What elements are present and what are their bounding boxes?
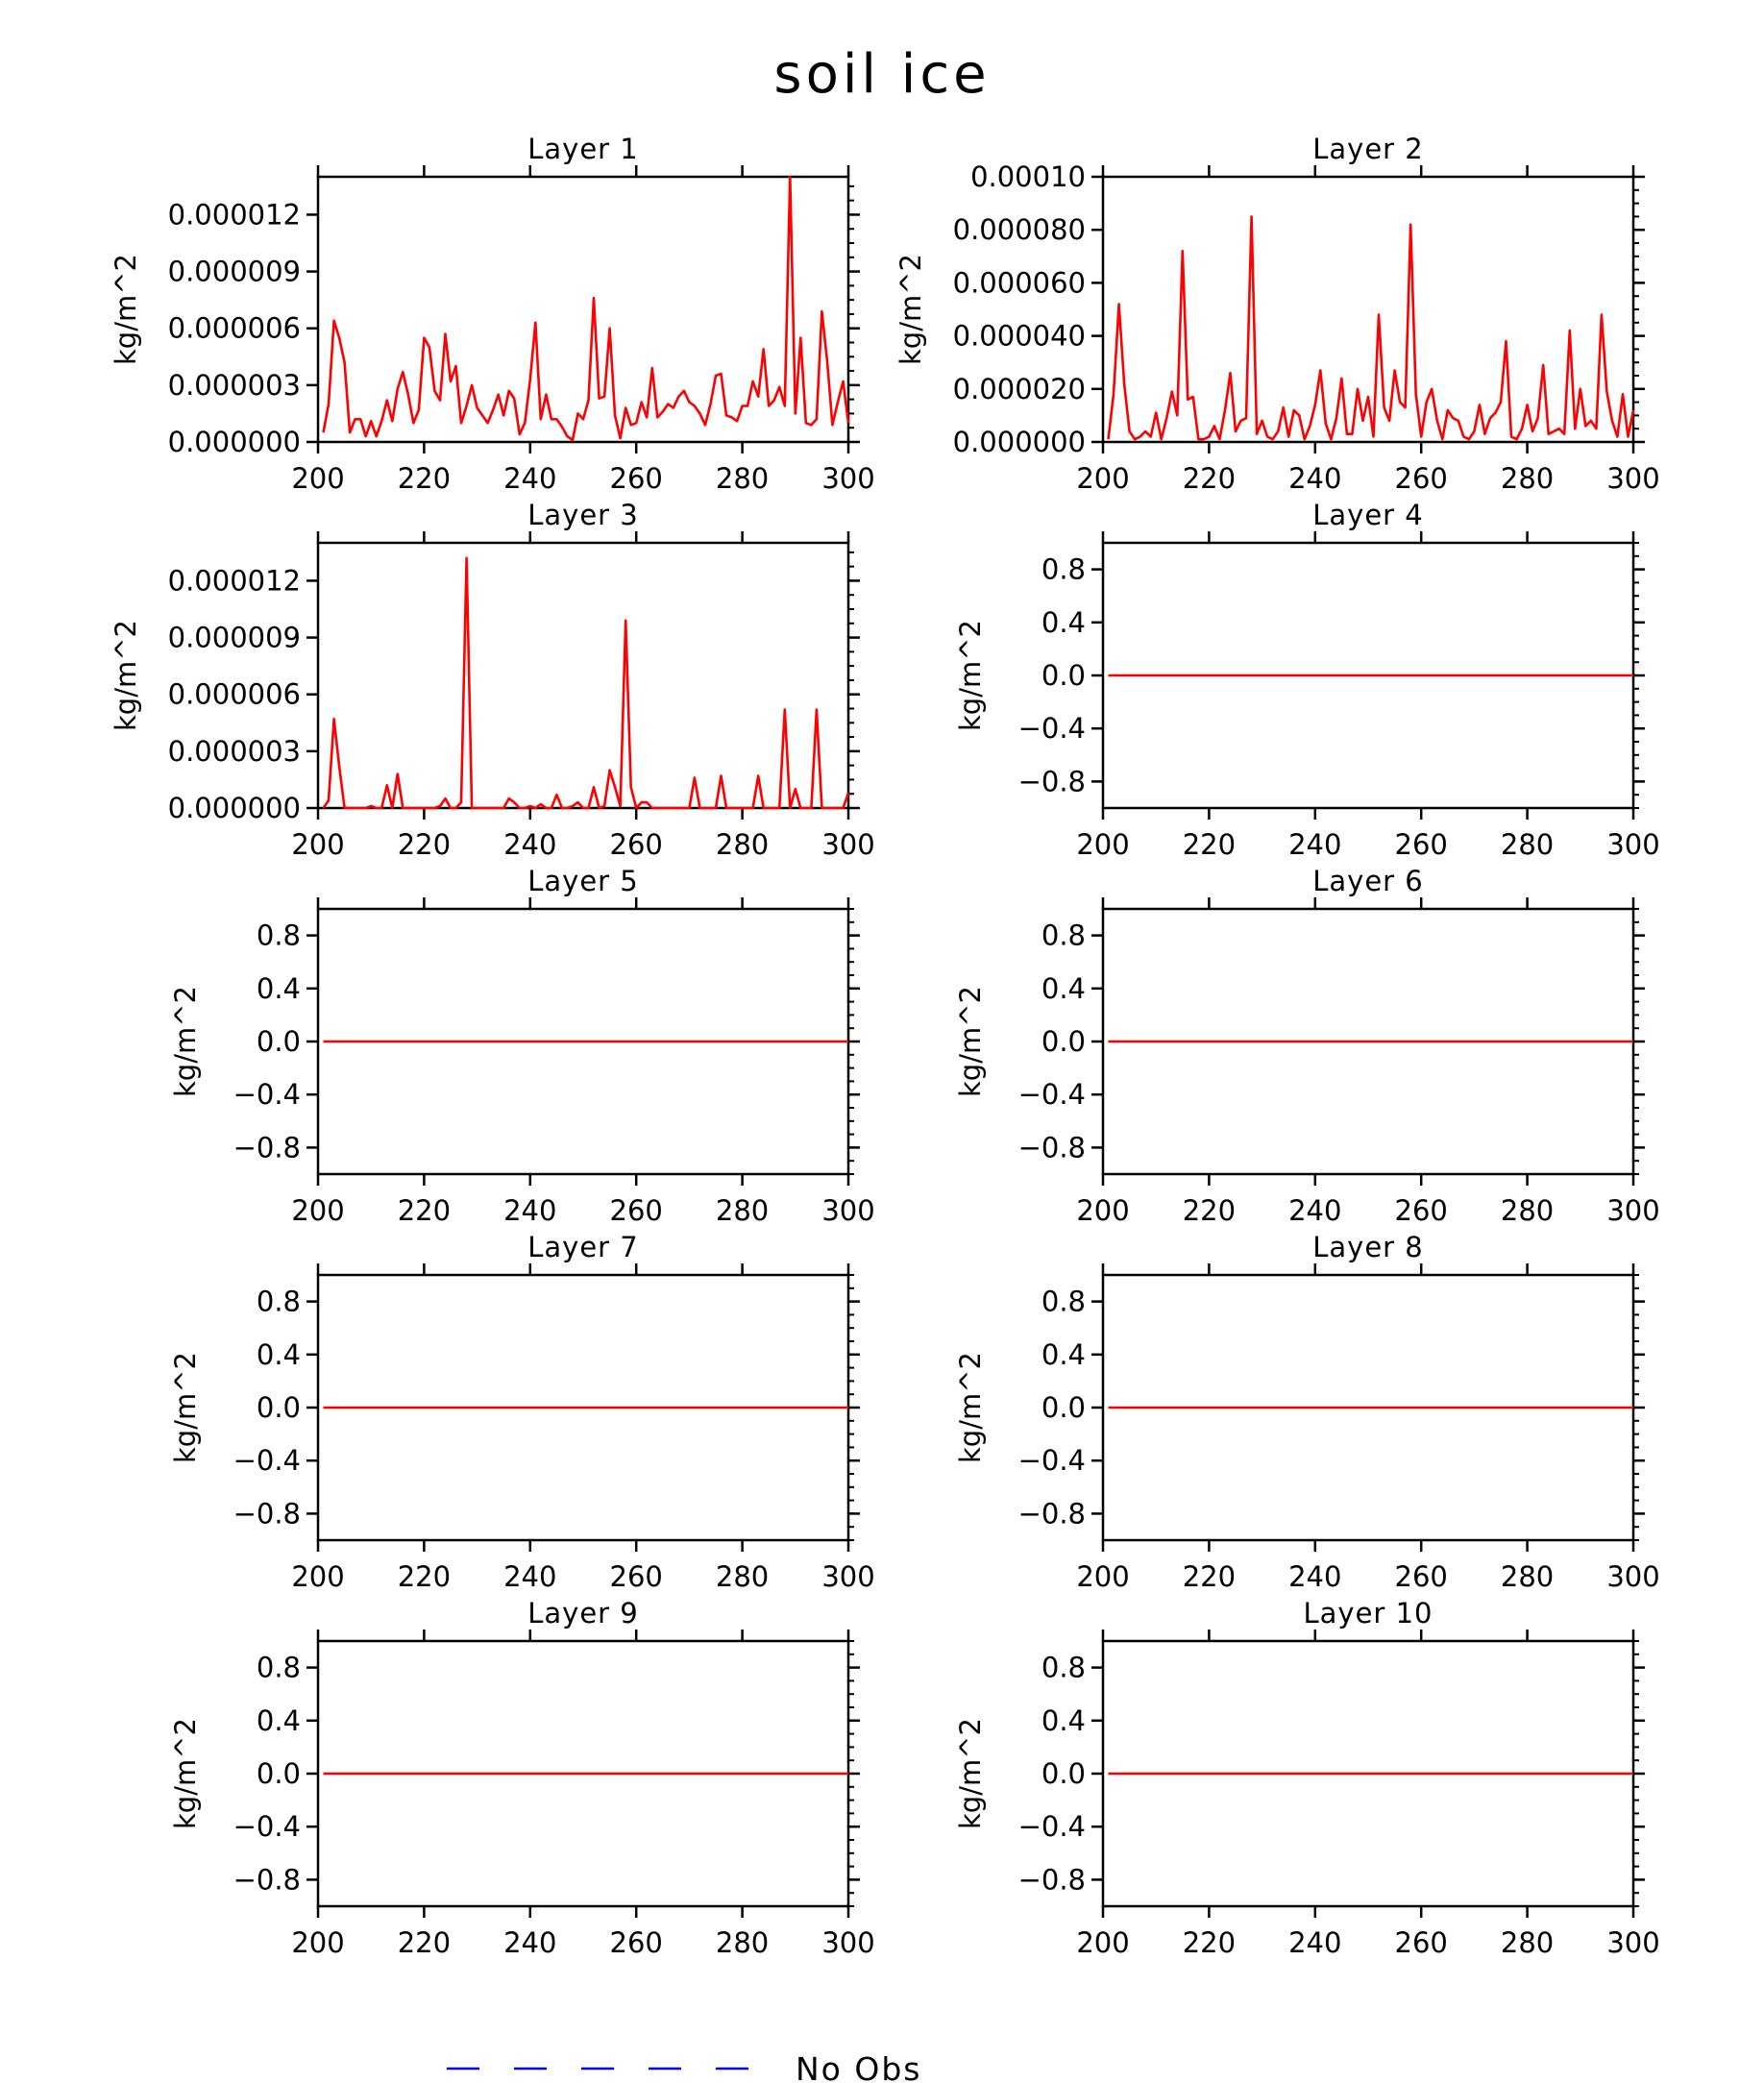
y-axis-label: kg/m^2 — [954, 620, 987, 731]
x-tick-label: 300 — [1606, 828, 1660, 861]
x-tick-label: 280 — [1500, 1194, 1555, 1227]
x-tick-label: 300 — [821, 1560, 875, 1593]
y-tick-label: 0.4 — [256, 1337, 301, 1371]
x-tick-label: 280 — [1500, 828, 1555, 861]
x-tick-label: 260 — [609, 1560, 663, 1593]
y-axis-label: kg/m^2 — [110, 254, 142, 365]
y-tick-label: 0.8 — [256, 1285, 301, 1318]
y-tick-label: 0.8 — [1041, 1285, 1086, 1318]
x-tick-label: 200 — [1076, 828, 1130, 861]
panel-title: Layer 9 — [527, 1597, 639, 1630]
y-tick-label: −0.8 — [1017, 765, 1086, 798]
y-axis-label: kg/m^2 — [954, 986, 987, 1097]
y-tick-label: 0.000012 — [167, 564, 301, 598]
x-tick-label: 280 — [715, 1926, 770, 1959]
y-tick-label: 0.8 — [1041, 1651, 1086, 1684]
x-tick-label: 300 — [1606, 1560, 1660, 1593]
panel-title: Layer 6 — [1312, 865, 1424, 897]
x-tick-label: 200 — [291, 1194, 345, 1227]
y-tick-label: 0.4 — [256, 971, 301, 1005]
x-tick-label: 240 — [503, 1560, 557, 1593]
y-tick-label: 0.000003 — [167, 734, 301, 768]
panel-title: Layer 8 — [1312, 1231, 1424, 1263]
y-tick-label: 0.000020 — [952, 372, 1086, 405]
panel-title: Layer 10 — [1303, 1597, 1433, 1630]
x-tick-label: 240 — [1288, 462, 1342, 495]
x-tick-label: 240 — [1288, 828, 1342, 861]
x-tick-label: 280 — [1500, 1926, 1555, 1959]
x-tick-label: 220 — [1182, 1560, 1237, 1593]
x-tick-label: 240 — [1288, 1560, 1342, 1593]
y-tick-label: 0.8 — [1041, 552, 1086, 586]
panel-title: Layer 1 — [527, 133, 639, 165]
y-tick-label: 0.4 — [256, 1703, 301, 1737]
panel-title: Layer 7 — [527, 1231, 639, 1263]
x-tick-label: 260 — [1394, 462, 1448, 495]
y-tick-label: 0.000080 — [952, 213, 1086, 247]
x-tick-label: 220 — [397, 462, 452, 495]
y-tick-label: 0.000006 — [167, 677, 301, 711]
y-tick-label: 0.000000 — [167, 426, 301, 458]
x-tick-label: 260 — [609, 462, 663, 495]
y-axis-label: kg/m^2 — [110, 620, 142, 731]
x-tick-label: 240 — [1288, 1926, 1342, 1959]
y-tick-label: −0.8 — [1017, 1863, 1086, 1897]
x-tick-label: 280 — [1500, 462, 1555, 495]
y-tick-label: 0.000003 — [167, 368, 301, 402]
panel-title: Layer 3 — [527, 499, 639, 531]
y-tick-label: 0.000060 — [952, 266, 1086, 300]
panel-title: Layer 5 — [527, 865, 639, 897]
x-tick-label: 220 — [1182, 1926, 1237, 1959]
y-tick-label: 0.0 — [256, 1025, 301, 1058]
x-tick-label: 300 — [1606, 462, 1660, 495]
y-axis-label: kg/m^2 — [169, 1718, 202, 1829]
x-tick-label: 240 — [503, 828, 557, 861]
x-tick-label: 280 — [715, 1194, 770, 1227]
panel-title: Layer 2 — [1312, 133, 1424, 165]
y-tick-label: 0.0 — [1041, 1391, 1086, 1424]
y-tick-label: 0.0 — [256, 1391, 301, 1424]
y-tick-label: 0.000000 — [167, 792, 301, 824]
x-tick-label: 260 — [1394, 1926, 1448, 1959]
y-tick-label: 0.4 — [1041, 605, 1086, 639]
y-tick-label: 0.8 — [256, 1651, 301, 1684]
x-tick-label: 260 — [1394, 828, 1448, 861]
figure-title: soil ice — [773, 43, 991, 106]
x-tick-label: 200 — [291, 828, 345, 861]
y-tick-label: −0.8 — [233, 1863, 301, 1897]
y-tick-label: −0.4 — [1017, 712, 1086, 746]
x-tick-label: 280 — [715, 462, 770, 495]
x-tick-label: 260 — [609, 828, 663, 861]
x-tick-label: 280 — [1500, 1560, 1555, 1593]
y-axis-label: kg/m^2 — [169, 986, 202, 1097]
x-tick-label: 200 — [1076, 1926, 1130, 1959]
y-tick-label: −0.4 — [233, 1444, 301, 1478]
y-tick-label: −0.8 — [1017, 1131, 1086, 1164]
x-tick-label: 260 — [1394, 1194, 1448, 1227]
y-tick-label: 0.8 — [1041, 919, 1086, 952]
x-tick-label: 220 — [397, 1194, 452, 1227]
x-tick-label: 260 — [609, 1194, 663, 1227]
x-tick-label: 200 — [291, 1926, 345, 1959]
y-tick-label: 0.00010 — [970, 160, 1086, 193]
y-tick-label: −0.8 — [233, 1131, 301, 1164]
y-tick-label: 0.4 — [1041, 1337, 1086, 1371]
y-tick-label: 0.000040 — [952, 319, 1086, 353]
x-tick-label: 220 — [397, 1926, 452, 1959]
x-tick-label: 200 — [291, 462, 345, 495]
y-tick-label: −0.8 — [1017, 1497, 1086, 1531]
y-tick-label: −0.4 — [1017, 1078, 1086, 1112]
y-axis-label: kg/m^2 — [894, 254, 927, 365]
x-tick-label: 300 — [821, 1194, 875, 1227]
y-tick-label: 0.000000 — [952, 426, 1086, 458]
y-tick-label: −0.4 — [233, 1078, 301, 1112]
x-tick-label: 240 — [503, 462, 557, 495]
y-tick-label: 0.4 — [1041, 1703, 1086, 1737]
x-tick-label: 300 — [821, 828, 875, 861]
y-tick-label: 0.4 — [1041, 971, 1086, 1005]
y-tick-label: 0.8 — [256, 919, 301, 952]
x-tick-label: 240 — [1288, 1194, 1342, 1227]
y-tick-label: 0.0 — [1041, 1025, 1086, 1058]
y-tick-label: 0.000006 — [167, 311, 301, 345]
x-tick-label: 280 — [715, 828, 770, 861]
y-tick-label: 0.0 — [1041, 659, 1086, 692]
y-tick-label: 0.000012 — [167, 198, 301, 232]
x-tick-label: 220 — [1182, 462, 1237, 495]
x-tick-label: 300 — [1606, 1926, 1660, 1959]
x-tick-label: 200 — [1076, 462, 1130, 495]
y-tick-label: 0.0 — [1041, 1757, 1086, 1790]
x-tick-label: 300 — [821, 462, 875, 495]
x-tick-label: 300 — [821, 1926, 875, 1959]
legend-label: No Obs — [796, 2050, 922, 2083]
y-tick-label: 0.0 — [256, 1757, 301, 1790]
x-tick-label: 220 — [397, 1560, 452, 1593]
y-tick-label: −0.4 — [233, 1810, 301, 1844]
y-axis-label: kg/m^2 — [169, 1352, 202, 1463]
x-tick-label: 300 — [1606, 1194, 1660, 1227]
x-tick-label: 260 — [609, 1926, 663, 1959]
y-axis-label: kg/m^2 — [954, 1718, 987, 1829]
x-tick-label: 200 — [291, 1560, 345, 1593]
x-tick-label: 220 — [1182, 1194, 1237, 1227]
x-tick-label: 220 — [397, 828, 452, 861]
x-tick-label: 200 — [1076, 1560, 1130, 1593]
y-tick-label: −0.4 — [1017, 1810, 1086, 1844]
x-tick-label: 220 — [1182, 828, 1237, 861]
x-tick-label: 260 — [1394, 1560, 1448, 1593]
y-tick-label: −0.4 — [1017, 1444, 1086, 1478]
y-tick-label: 0.000009 — [167, 621, 301, 654]
x-tick-label: 240 — [503, 1194, 557, 1227]
y-tick-label: 0.000009 — [167, 255, 301, 288]
x-tick-label: 200 — [1076, 1194, 1130, 1227]
x-tick-label: 240 — [503, 1926, 557, 1959]
y-tick-label: −0.8 — [233, 1497, 301, 1531]
y-axis-label: kg/m^2 — [954, 1352, 987, 1463]
panel-title: Layer 4 — [1312, 499, 1424, 531]
x-tick-label: 280 — [715, 1560, 770, 1593]
